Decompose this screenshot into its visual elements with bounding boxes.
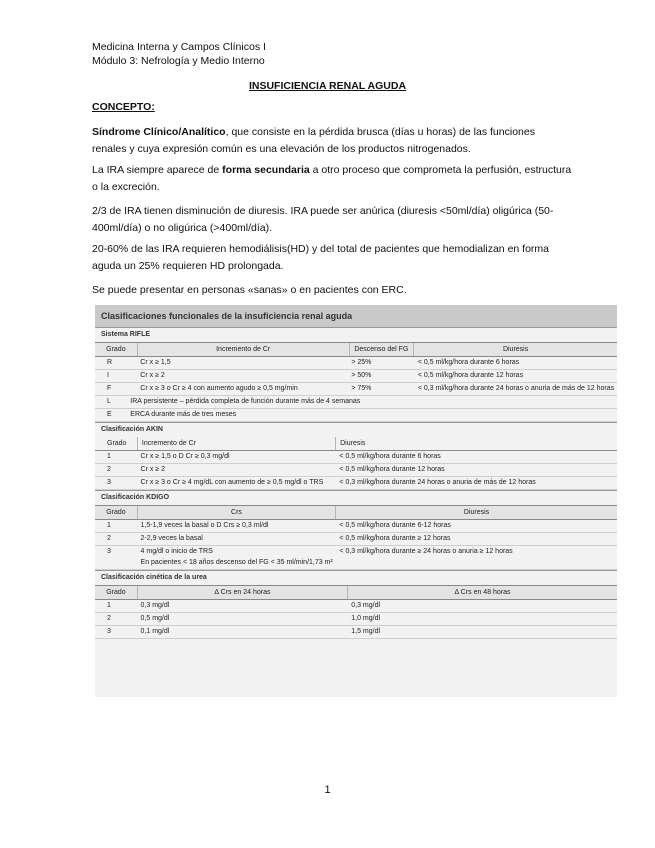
table-cell [95, 357, 136, 369]
table-cell [95, 626, 137, 638]
table-cell [414, 383, 617, 395]
table-row [95, 533, 617, 546]
table-cell-text: I [107, 372, 109, 379]
concept-heading: CONCEPTO: [92, 101, 155, 113]
column-header: Grado [95, 343, 138, 356]
table-cell-text: 0,5 mg/dl [140, 615, 170, 622]
table-cell-text: 0,3 mg/dl [351, 602, 381, 609]
table-cell-text: 2-2,9 veces la basal [140, 535, 203, 542]
table-cell [95, 451, 137, 463]
table-cell [414, 370, 617, 382]
page-number: 1 [324, 784, 331, 796]
rifle-heading: Sistema RIFLE [95, 327, 617, 342]
table-cell [136, 370, 347, 382]
table-row [95, 370, 617, 383]
table-cell-text: 2 [107, 466, 111, 473]
secondary-post: a otro proceso que comprometa la perfusión, estructura o la excreción. [92, 164, 572, 193]
table-cell-text: 1,5 mg/dl [351, 628, 381, 635]
table-cell-text: 1,5-1,9 veces la basal o D Crs ≥ 0,3 ml/dl [140, 522, 269, 529]
table-cell [95, 477, 137, 489]
table-cell-text: Cr x ≥ 1,5 o D Cr ≥ 0,3 mg/dl [140, 453, 230, 460]
table-row [95, 396, 617, 409]
definition-term: Síndrome Clínico/Analítico [92, 126, 226, 138]
table-cell-text: < 0,5 ml/kg/hora durante 12 horas [339, 466, 445, 473]
table-cell-text: > 50% [351, 372, 372, 379]
table-cell-text: < 0,5 ml/kg/hora durante 12 horas [417, 372, 524, 379]
column-header: Descenso del FG [350, 343, 415, 356]
paragraph-definition [92, 124, 572, 158]
table-cell [137, 464, 336, 476]
table-row [95, 383, 617, 396]
paragraph-secondary [92, 162, 572, 196]
urea-heading: Clasificación cinética de la urea [95, 570, 617, 585]
kdigo-header-row [95, 505, 617, 520]
header-course: Medicina Interna y Campos Clínicos I [92, 41, 266, 53]
table-cell [335, 533, 617, 545]
column-header: Δ Crs en 48 horas [454, 589, 511, 596]
table-cell [95, 533, 137, 545]
urea-header-row [95, 585, 617, 600]
column-header: Grado [95, 586, 138, 599]
table-cell [347, 626, 617, 638]
table-cell [126, 409, 436, 421]
table-cell-text: < 0,5 ml/kg/hora durante 6 horas [417, 359, 520, 366]
table-cell [137, 477, 336, 489]
table-cell-text: E [107, 411, 112, 418]
table-cell-text: IRA persistente – pérdida completa de función durante más de 4 semanas [130, 398, 361, 405]
table-cell [347, 613, 617, 625]
table-cell-text: 2 [107, 615, 111, 622]
column-header: Crs [138, 506, 336, 519]
table-row [95, 464, 617, 477]
table-cell [137, 451, 336, 463]
table-row [95, 409, 617, 422]
table-cell [95, 600, 137, 612]
page-title: INSUFICIENCIA RENAL AGUDA [248, 80, 407, 92]
table-cell [437, 409, 482, 421]
table-cell-text: < 0,3 ml/kg/hora durante ≥ 24 horas o anuria ≥ 12 horas [339, 548, 513, 555]
table-cell-text: 3 [107, 479, 111, 486]
table-cell-text: Cr x ≥ 3 o Cr ≥ 4 con aumento agudo ≥ 0,5 mg/min [140, 385, 298, 392]
table-cell-text: < 0,5 ml/kg/hora durante 6 horas [339, 453, 441, 460]
secondary-bold: forma secundaria [222, 164, 310, 176]
classification-table-image [95, 305, 617, 697]
column-header: Incremento de Cr [138, 437, 336, 450]
table-title: Clasificaciones funcionales de la insuficiencia renal aguda [95, 305, 617, 327]
rifle-header-row [95, 342, 617, 357]
table-row [95, 546, 617, 570]
table-cell [437, 396, 482, 408]
table-cell [482, 396, 617, 408]
akin-header-row [95, 437, 617, 451]
table-cell [347, 357, 414, 369]
table-row [95, 626, 617, 639]
table-row [95, 477, 617, 490]
table-cell [414, 357, 617, 369]
table-cell [137, 533, 336, 545]
table-row [95, 600, 617, 613]
table-cell [137, 546, 336, 569]
table-cell [335, 451, 617, 463]
table-cell [335, 546, 617, 569]
table-cell-text: 2 [107, 535, 111, 542]
table-cell-text: 3 [107, 628, 111, 635]
table-row [95, 357, 617, 370]
table-cell-note: En pacientes < 18 años descenso del FG < 35 ml/min/1,73 m² [140, 559, 333, 566]
table-cell-text: 1 [107, 453, 111, 460]
table-cell-text: Cr x ≥ 2 [140, 466, 165, 473]
table-cell-text: Cr x ≥ 3 o Cr ≥ 4 mg/dL con aumento de ≥ 0,5 mg/dl o TRS [140, 479, 324, 486]
table-cell [95, 383, 136, 395]
table-cell-text: 1,0 mg/dl [351, 615, 381, 622]
akin-heading: Clasificación AKIN [95, 422, 617, 437]
table-cell [95, 464, 137, 476]
table-cell [335, 520, 617, 532]
table-cell [137, 613, 348, 625]
table-cell-text: F [107, 385, 112, 392]
table-cell [347, 370, 414, 382]
kdigo-heading: Clasificación KDIGO [95, 490, 617, 505]
table-row [95, 451, 617, 464]
column-header: Diuresis [340, 440, 366, 447]
table-cell [95, 370, 136, 382]
table-cell [137, 520, 336, 532]
table-row [95, 520, 617, 533]
table-cell [137, 600, 348, 612]
column-header: Grado [95, 437, 138, 450]
table-cell [347, 600, 617, 612]
column-header: Diuresis [463, 509, 490, 516]
table-cell-text: 1 [107, 602, 111, 609]
table-cell-text: > 25% [351, 359, 372, 366]
table-cell [95, 613, 137, 625]
table-cell [136, 357, 347, 369]
table-cell [95, 409, 126, 421]
table-cell-text: R [107, 359, 113, 366]
table-cell-text: Cr x ≥ 2 [140, 372, 165, 379]
table-cell-text: 3 [107, 548, 111, 555]
table-cell [95, 396, 126, 408]
column-header: Incremento de Cr [138, 343, 350, 356]
table-cell [95, 546, 137, 569]
column-header: Δ Crs en 24 horas [138, 586, 348, 599]
table-cell-text: < 0,5 ml/kg/hora durante ≥ 12 horas [339, 535, 451, 542]
table-cell-text: L [107, 398, 111, 405]
table-cell-text: < 0,3 ml/kg/hora durante 24 horas o anuria de más de 12 horas [417, 385, 615, 392]
table-cell-text: 0,3 mg/dl [140, 602, 170, 609]
document-header [92, 40, 266, 68]
table-cell [136, 383, 347, 395]
secondary-pre: La IRA siempre aparece de [92, 164, 223, 176]
table-cell-text: > 75% [351, 385, 372, 392]
table-cell [335, 464, 617, 476]
table-cell [137, 626, 348, 638]
table-cell-text: < 0,5 ml/kg/hora durante 6-12 horas [339, 522, 451, 529]
table-cell [126, 396, 436, 408]
column-header: Diuresis [502, 346, 529, 353]
table-cell-text: ERCA durante más de tres meses [130, 411, 237, 418]
table-cell [95, 520, 137, 532]
paragraph-population: Se puede presentar en personas «sanas» o en pacientes con ERC. [92, 284, 407, 296]
column-header: Grado [95, 506, 138, 519]
table-cell-text: Cr x ≥ 1,5 [140, 359, 171, 366]
table-cell-text: 4 mg/dl o inicio de TRS [140, 548, 213, 555]
paragraph-diuresis: 2/3 de IRA tienen disminución de diuresis. IRA puede ser anúrica (diuresis <50ml/día) oligúrica (50-400ml/día) o no oligúrica (>400ml/día). [92, 205, 554, 234]
definition-text: , que consiste en la pérdida brusca (días u horas) de las funciones renales y cuya expresión común es una elevación de los productos nitrogenados. [92, 126, 535, 155]
table-row [95, 613, 617, 626]
header-module: Módulo 3: Nefrología y Medio Interno [92, 55, 265, 67]
table-cell [347, 383, 414, 395]
table-cell [482, 409, 617, 421]
table-cell-text: 1 [107, 522, 111, 529]
paragraph-hemodialysis: 20-60% de las IRA requieren hemodiálisis(HD) y del total de pacientes que hemodializan en forma aguda un 25% requieren HD prolongada. [92, 243, 550, 272]
table-cell-text: 0,1 mg/dl [140, 628, 170, 635]
table-cell-text: < 0,3 ml/kg/hora durante 24 horas o anuria de más de 12 horas [339, 479, 536, 486]
table-cell [335, 477, 617, 489]
